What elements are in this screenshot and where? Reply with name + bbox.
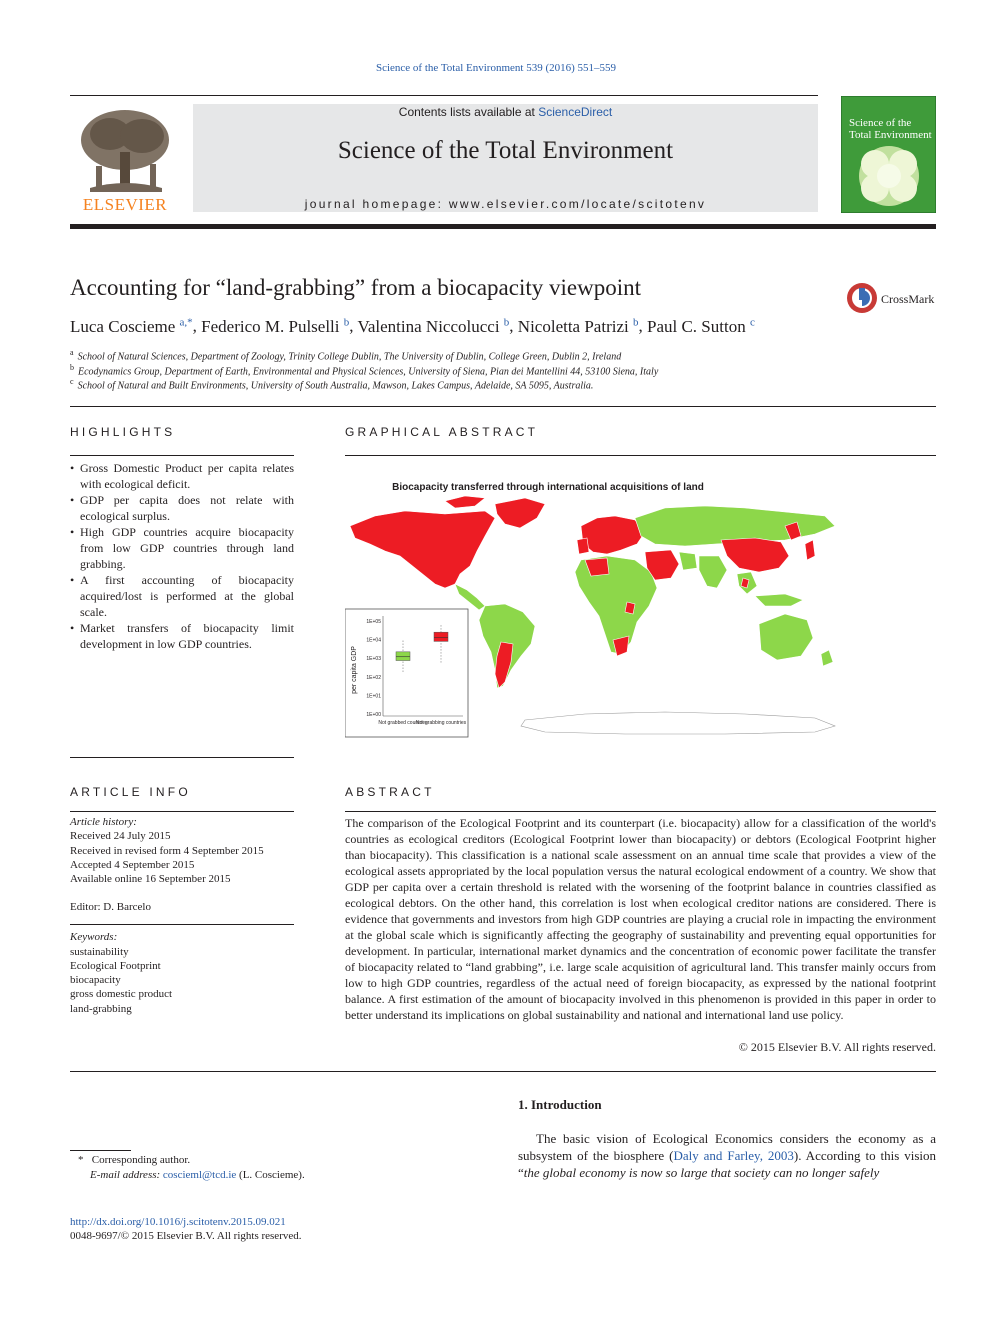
homepage-link[interactable]: www.elsevier.com/locate/scitotenv [448,197,707,211]
y-tick-label: 1E+02 [366,674,381,681]
map-europe [581,516,645,554]
graphical-abstract-heading: GRAPHICAL ABSTRACT [345,425,539,439]
author-list: Luca Coscieme $^{a,*}$, Federico M. Pulselli $^b$, Valentina Niccolucci $^b$, Nicoletta Patrizi $^b$, Paul C. Sutton $^c$ [70,316,755,336]
keywords-rule [70,924,294,925]
author[interactable]: Valentina Niccolucci $^b$ [357,316,510,336]
keyword: biocapacity [70,974,121,986]
highlights-bottom-rule [70,757,294,758]
history-item: Received in revised form 4 September 2015 [70,845,264,857]
masthead-top-rule [70,95,818,96]
svg-text:Total Environment: Total Environment [849,129,932,141]
author[interactable]: Paul C. Sutton $^c$ [646,316,755,336]
map-australia [759,614,813,660]
y-tick-label: 1E+03 [366,656,381,663]
editor-line: Editor: D. Barcelo [70,901,151,913]
map-title: Biocapacity transferred through international acquisitions of land [392,482,704,493]
elsevier-logo [70,104,180,212]
keywords-label: Keywords: [70,931,118,943]
gdp-boxplot-inset [345,609,468,737]
keyword: Ecological Footprint [70,960,161,972]
highlights-list [70,460,294,652]
article-info-heading: ARTICLE INFO [70,785,191,799]
history-item: Available online 16 September 2015 [70,873,231,885]
article-history-label: Article history: [70,816,137,828]
section-rule [70,406,936,407]
y-tick-label: 1E+04 [366,637,381,644]
y-tick-label: 1E+01 [366,693,381,700]
map-greenland [495,498,545,528]
introduction-heading: 1. Introduction [518,1097,602,1112]
doi-link[interactable]: http://dx.doi.org/10.1016/j.scitotenv.2015.09.021 [70,1216,286,1228]
map-japan [805,540,815,560]
highlight-item: • Market transfers of biocapacity limit development in low GDP countries. [70,620,294,652]
highlight-item: • A first accounting of biocapacity acquired/lost is performed at the global scale. [70,572,294,620]
journal-citation[interactable]: Science of the Total Environment 539 (2016) 551–559 [375,62,617,74]
map-china [721,538,789,572]
keyword: sustainability [70,946,129,958]
abstract-body: The comparison of the Ecological Footprint and its counterpart (i.e. biocapacity) allow for a classification of the world's countries as ecological creditors (Ecological Footprint lower than biocapacity) or debtors (Ecological Footprint higher than biocapacity). This classification is a national scale assessment on an annual time scale that provides a view of the ecological assets appropriated by the local population versus the natural ecological endowment of a country. We show that GDP per capita over a certain threshold is related with the worsening of the footprint balance in countries classified as ecological debtors. On the other hand, this correlation is lost when ecological creditor nations are considered. There is evidence that governments and investors from high GDP countries are playing a crucial role in impacting the environment at the global scale which is significantly affecting the geography of sustainability and preventing equal opportunities for development. In particular, international market dynamics and the concentration of economic power facilitate the transfer of biocapacity related to “land grabbing”, i.e. large scale acquisition of agricultural land. This transfer mainly occurs from low to high GDP countries, regardless of the actual need of foreign biocapacity, as expressed by the national footprint balance. A first estimation of the amount of biocapacity involved in this phenomenon is provided in this paper in order to better understand its implications on global sustainability and national and international land use policy. [345,816,936,1022]
y-tick-label: 1E+00 [366,712,381,718]
highlights-heading: HIGHLIGHTS [70,425,176,439]
svg-text:ELSEVIER: ELSEVIER [82,195,168,212]
email-footnote: E-mail address: coscieml@tcd.ie (L. Coscieme). [90,1169,305,1181]
abstract-rule [345,811,936,812]
article-title: Accounting for “land-grabbing” from a biocapacity viewpoint [70,275,641,300]
highlights-rule [70,455,294,456]
reference-link[interactable]: Daly and Farley, 2003 [673,1148,794,1163]
author[interactable]: Federico M. Pulselli $^b$ [201,316,350,336]
keyword: gross domestic product [70,988,173,1000]
front-matter-bottom-rule [70,1071,936,1072]
history-item: Received 24 July 2015 [70,830,171,842]
email-link[interactable]: coscieml@tcd.ie [162,1169,237,1181]
history-item: Accepted 4 September 2015 [70,859,195,871]
author[interactable]: Nicoletta Patrizi $^b$ [517,316,639,336]
highlight-item: • High GDP countries acquire biocapacity from low GDP countries through land grabbing. [70,524,294,572]
box-not-grabbed [396,652,410,661]
x-tick-label: Not grabbed countries [378,720,428,726]
abstract-copyright: © 2015 Elsevier B.V. All rights reserved. [738,1040,936,1054]
affiliation: $^b$ Ecodynamics Group, Department of Earth, Environmental and Physical Sciences, University of Siena, Pian dei Mantellini 44, 53100 Siena, Italy [70,363,659,378]
y-axis-label: per capita GDP [351,646,358,694]
issn-line: 0048-9697/© 2015 Elsevier B.V. All rights reserved. [70,1230,302,1242]
sciencedirect-link[interactable]: ScienceDirect [538,105,613,119]
highlight-item: • GDP per capita does not relate with ecological surplus. [70,492,294,524]
svg-text:CrossMark: CrossMark [881,292,935,306]
author[interactable]: Luca Coscieme $^{a,*}$ [70,316,193,336]
contents-line: Contents lists available at ScienceDirect [398,105,613,119]
crossmark-badge[interactable] [846,282,942,314]
affiliation: $^c$ School of Natural and Built Environments, University of South Australia, Mawson, Lakes Campus, Adelaide, SA 5095, Australia. [70,377,594,392]
y-tick-label: 1E+05 [366,619,381,625]
box-not-grabbing [434,632,448,641]
map-india [699,556,727,588]
journal-title: Science of the Total Environment [337,137,674,164]
footnote-rule [70,1150,131,1151]
highlight-item: • Gross Domestic Product per capita relates with ecological deficit. [70,460,294,492]
affiliation: $^a$ School of Natural Sciences, Department of Zoology, Trinity College Dublin, The University of Dublin, College Green, Dublin 2, Ireland [70,348,622,363]
abstract-heading: ABSTRACT [345,785,435,799]
article-info-rule [70,811,294,812]
introduction-paragraph: The basic vision of Ecological Economics considers the economy as a subsystem of the biosphere (Daly and Farley, 2003). According to this vision “the global economy is now so large that society can no longer safely [518,1131,936,1180]
header-thick-rule [70,224,936,229]
graphical-abstract-figure[interactable] [345,456,936,740]
corresponding-footnote: * Corresponding author. [78,1154,191,1166]
svg-text:Science of the: Science of the [849,117,912,129]
journal-cover-thumbnail[interactable] [841,96,936,213]
keyword: land-grabbing [70,1003,132,1015]
x-tick-label: Not grabbing countries [415,720,467,726]
journal-homepage: journal homepage: www.elsevier.com/locate/scitotenv [304,197,707,211]
inset-frame [345,609,468,737]
map-north-america [350,511,495,588]
